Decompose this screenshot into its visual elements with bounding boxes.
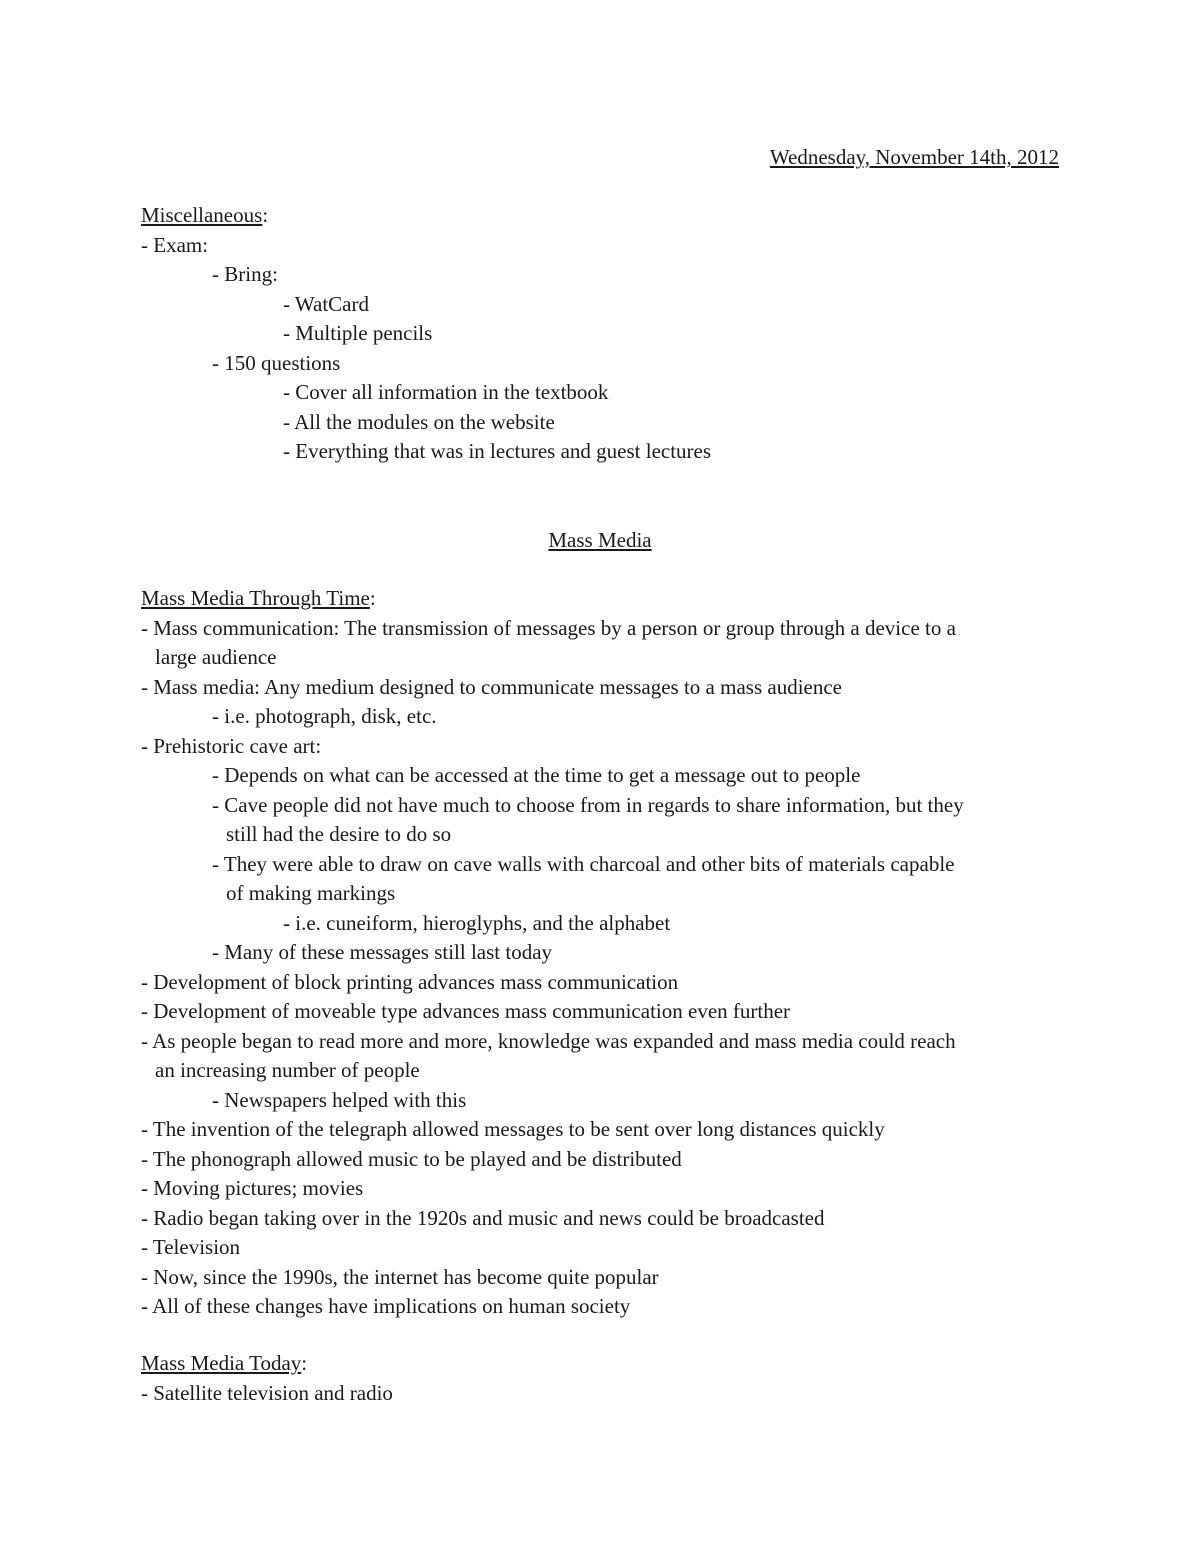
section-heading-text: Mass Media Through Time [141, 586, 370, 610]
list-item: - Mass communication: The transmission of messages by a person or group through a device to a [141, 615, 956, 640]
list-item: - Multiple pencils [283, 321, 433, 345]
list-item: - Mass media: Any medium designed to communicate messages to a mass audience [141, 674, 842, 699]
through-time-section [141, 584, 1066, 1322]
list-item: - All the modules on the website [283, 409, 555, 434]
section-heading: Mass Media Today: [141, 1351, 308, 1375]
today-section [141, 1349, 1066, 1408]
section-heading: Miscellaneous: [141, 203, 269, 227]
list-item: - All of these changes have implications on human society [141, 1294, 631, 1318]
list-item: - As people began to read more and more, knowledge was expanded and mass media could reach [141, 1028, 956, 1053]
list-item: - WatCard [283, 291, 369, 316]
list-item: - They were able to draw on cave walls with charcoal and other bits of materials capable [212, 851, 955, 876]
list-item: - i.e. cuneiform, hieroglyphs, and the alphabet [283, 910, 671, 935]
date-header: Wednesday, November 14th, 2012 [769, 145, 1059, 169]
list-item-continuation: still had the desire to do so [226, 822, 452, 846]
list-item: - Bring: [212, 262, 278, 286]
section-heading-text: Mass Media Today [141, 1351, 302, 1375]
list-item: - Radio began taking over in the 1920s and music and news could be broadcasted [141, 1205, 825, 1230]
list-item: - Exam: [141, 232, 209, 257]
list-item-continuation: of making markings [226, 881, 396, 905]
list-item: - The invention of the telegraph allowed messages to be sent over long distances quickly [141, 1117, 885, 1141]
list-item: - i.e. photograph, disk, etc. [212, 704, 437, 728]
list-item: - Many of these messages still last today [212, 940, 553, 964]
list-item: - Everything that was in lectures and guest lectures [283, 439, 712, 463]
list-item: - Now, since the 1990s, the internet has become quite popular [141, 1264, 659, 1289]
list-item: - Moving pictures; movies [141, 1176, 364, 1200]
list-item: - Development of moveable type advances mass communication even further [141, 999, 791, 1023]
list-item: - 150 questions [212, 350, 341, 375]
section-heading: Mass Media Through Time: [141, 586, 376, 610]
misc-section [141, 201, 1066, 467]
list-item: - The phonograph allowed music to be played and be distributed [141, 1146, 682, 1171]
list-item: - Cave people did not have much to choose from in regards to share information, but they [212, 792, 964, 817]
list-item: - Depends on what can be accessed at the time to get a message out to people [212, 763, 861, 787]
section-heading-text: Miscellaneous [141, 203, 263, 227]
list-item: - Satellite television and radio [141, 1380, 393, 1405]
list-item: - Newspapers helped with this [212, 1087, 467, 1112]
list-item-continuation: an increasing number of people [155, 1058, 420, 1082]
list-item: - Prehistoric cave art: [141, 733, 322, 758]
list-item-continuation: large audience [155, 645, 277, 669]
list-item: - Development of block printing advances mass communication [141, 969, 679, 994]
list-item: - Cover all information in the textbook [283, 380, 609, 404]
list-item: - Television [141, 1235, 241, 1259]
page-title: Mass Media [548, 528, 652, 552]
